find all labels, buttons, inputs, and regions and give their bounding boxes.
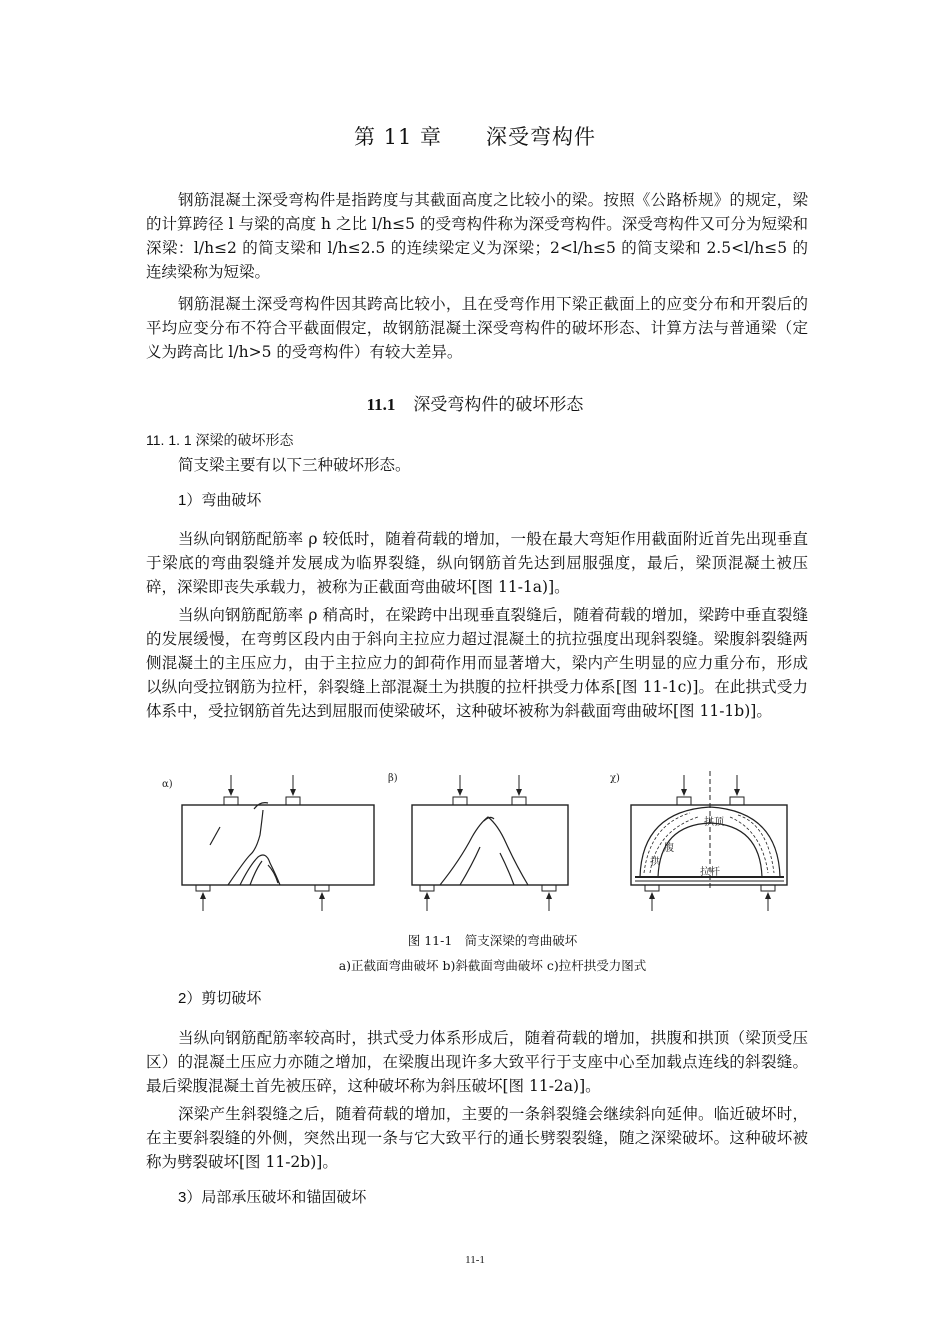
arch-top-label: 拱顶 [704, 817, 724, 828]
arch-web-label-2: 拱 [650, 857, 660, 868]
figure-label-b: β) [388, 773, 398, 784]
figure-11-1 [150, 765, 800, 915]
arch-web-label-1: 腹 [664, 843, 674, 854]
item1-paragraph-2: 当纵向钢筋配筋率 ρ 稍高时，在梁跨中出现垂直裂缝后，随着荷载的增加，梁跨中垂直裂缝的发展缓慢，在弯剪区段内由于斜向主拉应力超过混凝土的抗拉强度出现斜裂缝。梁腹斜裂缝两侧混凝土的主压应力，由于主拉应力的卸荷作用而显著增大，梁内产生明显的应力重分布，形成以纵向受拉钢筋为拉杆，斜裂缝上部混凝土为拱腹的拉杆拱受力体系[图 11-1c)]。在此拱式受力体系中，受拉钢筋首先达到屈服而使梁破坏，这种破坏被称为斜截面弯曲破坏[图 11-1b)]。 [146, 606, 808, 720]
item3-heading: 3）局部承压破坏和锚固破坏 [178, 1189, 367, 1206]
section-heading [0, 390, 950, 415]
figure-label-c: χ) [610, 773, 620, 784]
section-number: 11.1 [366, 395, 396, 414]
intro-paragraph-2: 钢筋混凝土深受弯构件因其跨高比较小，且在受弯作用下梁正截面上的应变分布和开裂后的平均应变分布不符合平截面假定，故钢筋混凝土深受弯构件的破坏形态、计算方法与普通梁（定义为跨高比 l/h>5 的受弯构件）有较大差异。 [146, 295, 808, 361]
beam-a [182, 775, 374, 911]
section-title: 深受弯构件的破坏形态 [413, 395, 584, 415]
chapter-title: 第 11 章 深受弯构件 [353, 125, 597, 149]
page-number: 11-1 [465, 1254, 485, 1266]
item1-paragraph-1: 当纵向钢筋配筋率 ρ 较低时，随着荷载的增加，一般在最大弯矩作用截面附近首先出现垂直于梁底的弯曲裂缝并发展成为临界裂缝，纵向钢筋首先达到屈服强度，最后，梁顶混凝土被压碎，深梁即丧失承载力，被称为正截面弯曲破坏[图 11-1a)]。 [146, 530, 808, 596]
item1-heading: 1）弯曲破坏 [178, 492, 262, 509]
intro-paragraph-1: 钢筋混凝土深受弯构件是指跨度与其截面高度之比较小的梁。按照《公路桥规》的规定，梁的计算跨径 l 与梁的高度 h 之比 l/h≤5 的受弯构件称为深受弯构件。深受弯构件又可分为短梁和深梁：l/h≤2 的简支梁和 l/h≤2.5 的连续梁定义为深梁；2<l/h≤5 的简支梁和 2.5<l/h≤5 的连续梁称为短梁。 [146, 191, 808, 281]
subsection-title: 11. 1. 1 深梁的破坏形态 [146, 432, 294, 448]
subsection-lead: 简支梁主要有以下三种破坏形态。 [178, 456, 411, 474]
item2-paragraph-2: 深梁产生斜裂缝之后，随着荷载的增加，主要的一条斜裂缝会继续斜向延伸。临近破坏时，在主要斜裂缝的外侧，突然出现一条与它大致平行的通长劈裂裂缝，随之深梁破坏。这种破坏被称为劈裂破坏[图 11-2b)]。 [146, 1105, 808, 1171]
tie-label: 拉杆 [700, 867, 720, 878]
figure-caption: 图 11-1 简支深梁的弯曲破坏 [407, 933, 578, 948]
figure-subcaption: a)正截面弯曲破坏 b)斜截面弯曲破坏 c)拉杆拱受力图式 [338, 958, 647, 973]
item2-heading: 2）剪切破坏 [178, 990, 262, 1007]
beam-b [412, 775, 568, 911]
figure-label-a: α) [162, 779, 173, 790]
beam-c [631, 771, 787, 911]
item2-paragraph-1: 当纵向钢筋配筋率较高时，拱式受力体系形成后，随着荷载的增加，拱腹和拱顶（梁顶受压区）的混凝土压应力亦随之增加，在梁腹出现许多大致平行于支座中心至加载点连线的斜裂缝。最后梁腹混凝土首先被压碎，这种破坏称为斜压破坏[图 11-2a)]。 [146, 1029, 808, 1095]
